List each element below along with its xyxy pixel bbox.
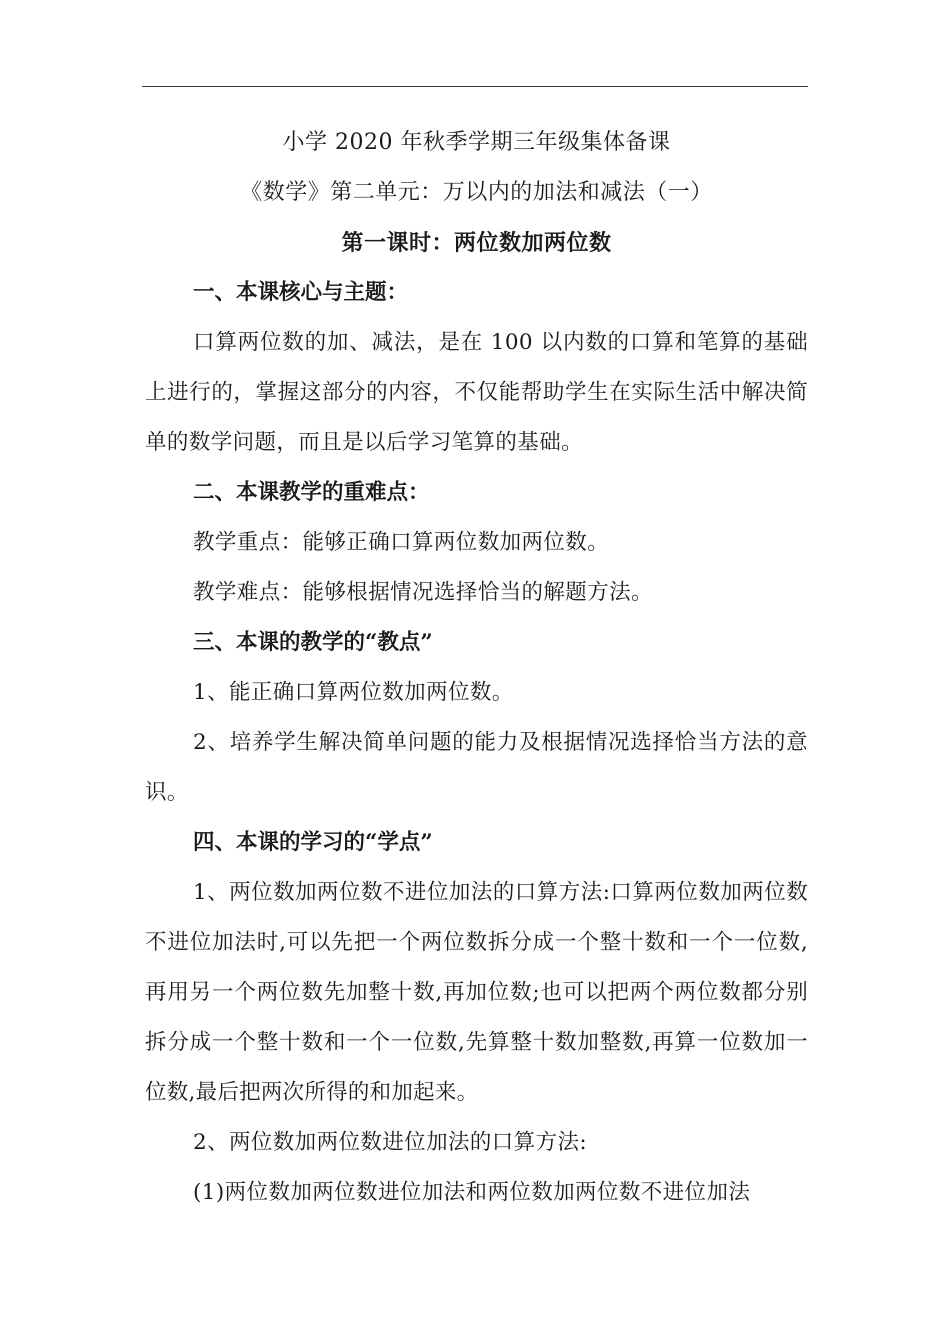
teaching-point-item-1: 1、能正确口算两位数加两位数。 [193,680,514,705]
document-body [145,118,808,1218]
document-title: 小学 2020 年秋季学期三年级集体备课 [282,130,671,155]
learning-point-item-2: 2、两位数加两位数进位加法的口算方法: [193,1130,588,1155]
difficult-point-text: 教学难点：能够根据情况选择恰当的解题方法。 [193,580,653,605]
section-heading-core-theme: 一、本课核心与主题： [193,280,409,305]
lesson-title: 第一课时：两位数加两位数 [341,230,612,256]
section-paragraph-core-theme: 口算两位数的加、减法，是在 100 以内数的口算和笔算的基础上进行的，掌握这部分的内容，不仅能帮助学生在实际生活中解决简单的数学问题，而且是以后学习笔算的基础。 [145,330,808,455]
unit-title: 《数学》第二单元：万以内的加法和减法（一） [240,180,713,205]
learning-point-item-2-sub-1: (1)两位数加两位数进位加法和两位数加两位数不进位加法 [193,1180,751,1205]
section-heading-teaching-points: 三、本课的教学的“教点” [193,630,433,655]
teaching-point-item-2: 2、培养学生解决简单问题的能力及根据情况选择恰当方法的意识。 [145,730,808,805]
key-point-text: 教学重点：能够正确口算两位数加两位数。 [193,530,610,555]
header-rule [142,86,808,87]
section-heading-learning-points: 四、本课的学习的“学点” [193,830,433,855]
learning-point-item-1: 1、两位数加两位数不进位加法的口算方法:口算两位数加两位数不进位加法时,可以先把一个两位数拆分成一个整十数和一个一位数,再用另一个两位数先加整十数,再加位数;也可以把两个两位数都分别拆分成一个整十数和一个一位数,先算整十数加整数,再算一位数加一位数,最后把两次所得的和加起来。 [145,880,808,1105]
section-heading-key-points: 二、本课教学的重难点： [193,480,430,505]
